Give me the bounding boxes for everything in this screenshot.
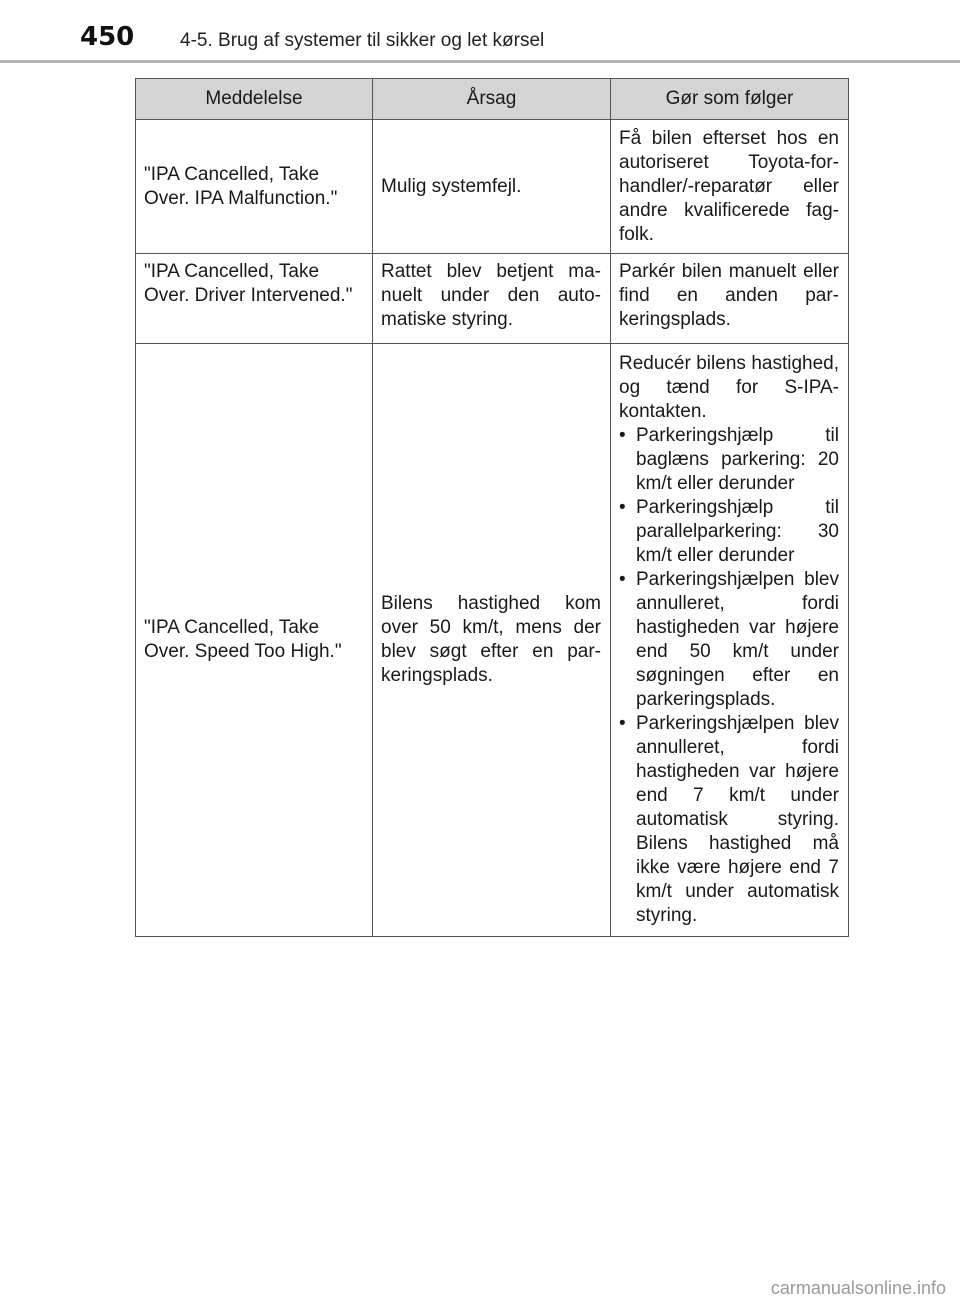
- action-intro: Reducér bilens hastighed, og tænd for S-IPA-kontakten.: [619, 353, 839, 422]
- header-rule: [0, 60, 960, 63]
- action-cell: Få bilen efterset hos en autoriseret Toyota-forhandler/-reparatør eller andre kvalificerede fagfolk.: [611, 120, 849, 254]
- action-bullet-list: [619, 424, 839, 928]
- message-cell: "IPA Cancelled, Take Over. Driver Intervened.": [136, 254, 373, 344]
- message-cell: "IPA Cancelled, Take Over. Speed Too High.": [136, 344, 373, 937]
- list-item: • Parkeringshjælpen blev annulleret, fordi hastigheden var højere end 50 km/t under søgningen efter en parkeringsplads.: [619, 568, 839, 712]
- column-header-action: Gør som følger: [611, 79, 849, 120]
- table-row: [136, 120, 849, 254]
- column-header-cause: Årsag: [373, 79, 611, 120]
- action-cell: [611, 344, 849, 937]
- list-item: • Parkeringshjælpen blev annulleret, fordi hastigheden var højere end 7 km/t under automatisk styring. Bilens hastighed må ikke være højere end 7 km/t under automatisk styring.: [619, 712, 839, 928]
- table-header-row: [136, 79, 849, 120]
- cause-cell: Bilens hastighed kom over 50 km/t, mens der blev søgt efter en parkeringsplads.: [373, 344, 611, 937]
- list-item: • Parkeringshjælp til parallelparkering: 30 km/t eller derunder: [619, 496, 839, 568]
- footer-watermark: carmanualsonline.info: [770, 1278, 946, 1298]
- cause-cell: Rattet blev betjent manuelt under den automatiske styring.: [373, 254, 611, 344]
- table-row: [136, 344, 849, 937]
- section-title: 4-5. Brug af systemer til sikker og let kørsel: [180, 30, 545, 51]
- table-row: [136, 254, 849, 344]
- column-header-message: Meddelelse: [136, 79, 373, 120]
- message-cell: "IPA Cancelled, Take Over. IPA Malfunction.": [136, 120, 373, 254]
- message-table: [135, 78, 849, 937]
- action-cell: Parkér bilen manuelt eller find en anden parkeringsplads.: [611, 254, 849, 344]
- cause-cell: Mulig systemfejl.: [373, 120, 611, 254]
- page-number: 450: [80, 22, 135, 52]
- list-item: • Parkeringshjælp til baglæns parkering: 20 km/t eller derunder: [619, 424, 839, 496]
